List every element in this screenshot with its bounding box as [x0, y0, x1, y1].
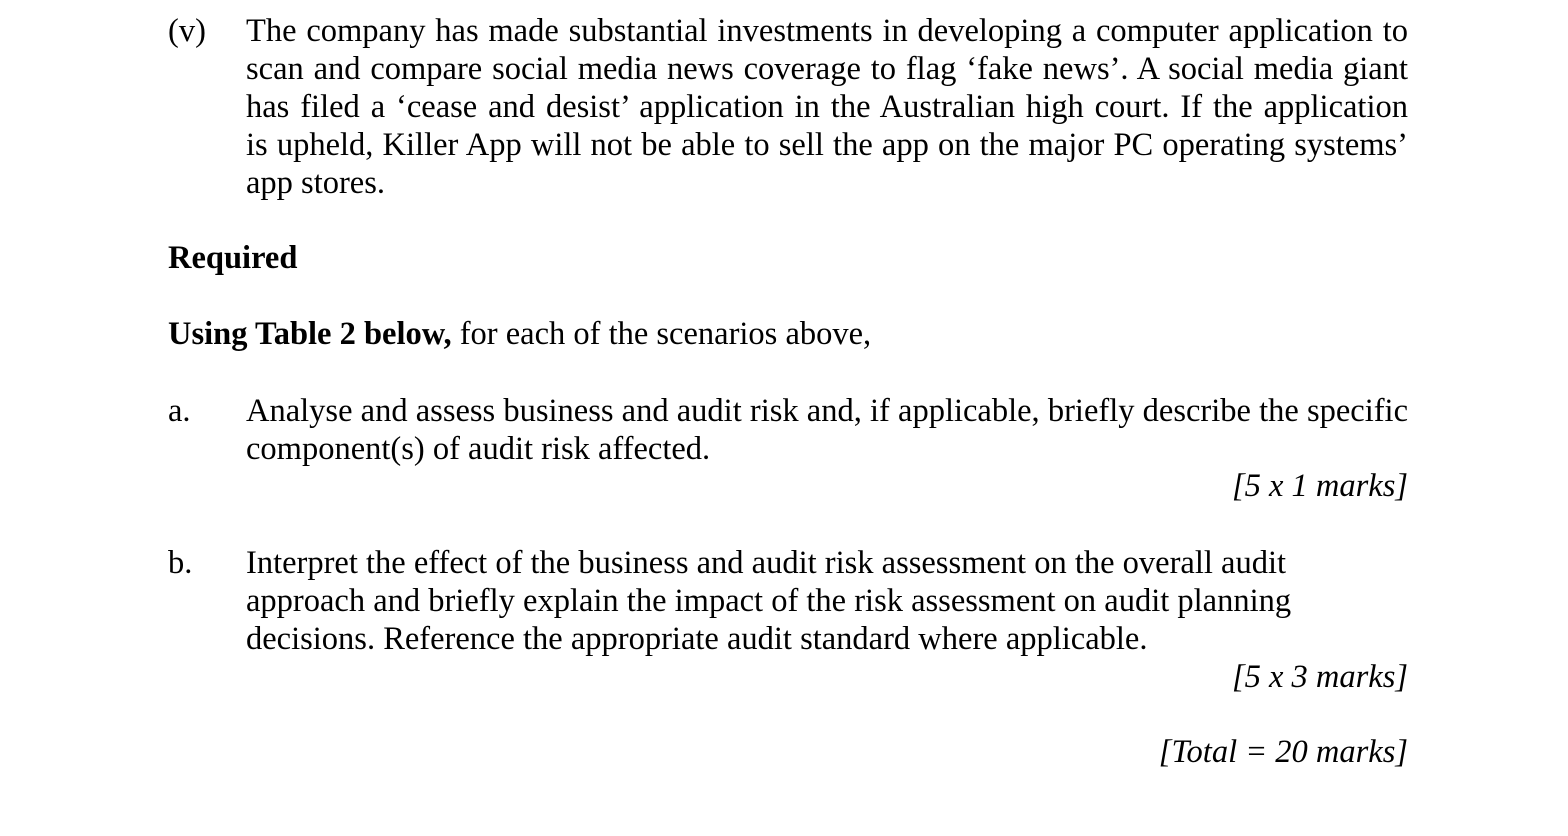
- scenario-v-line-4: is upheld, Killer App will not be able to sell the app on the major PC operating systems’: [246, 127, 1408, 163]
- question-a-marks: [5 x 1 marks]: [1231, 468, 1408, 504]
- question-a-line-1: Analyse and assess business and audit risk and, if applicable, briefly describe the specific: [246, 393, 1408, 429]
- required-intro: [168, 315, 871, 353]
- question-b-marker: b.: [168, 545, 193, 581]
- question-b-line-2: approach and briefly explain the impact of the risk assessment on audit planning: [246, 583, 1292, 619]
- required-intro-rest: for each of the scenarios above,: [451, 316, 872, 352]
- scenario-v-line-1: The company has made substantial investments in developing a computer application to: [246, 13, 1408, 49]
- total-marks: [Total = 20 marks]: [1158, 734, 1408, 770]
- scenario-v-line-2: scan and compare social media news coverage to flag ‘fake news’. A social media giant: [246, 51, 1408, 87]
- required-heading: Required: [168, 240, 298, 276]
- scenario-v-line-3: has filed a ‘cease and desist’ application in the Australian high court. If the application: [246, 89, 1408, 125]
- question-b-line-3: decisions. Reference the appropriate audit standard where applicable.: [246, 621, 1148, 657]
- question-a-line-2: component(s) of audit risk affected.: [246, 431, 711, 467]
- question-b-marks: [5 x 3 marks]: [1231, 659, 1408, 695]
- question-a-marker: a.: [168, 393, 191, 429]
- required-intro-bold: Using Table 2 below,: [168, 316, 452, 352]
- question-b-line-1: Interpret the effect of the business and audit risk assessment on the overall audit: [246, 545, 1286, 581]
- scenario-v-marker: (v): [168, 13, 206, 49]
- scenario-v-line-5: app stores.: [246, 165, 385, 201]
